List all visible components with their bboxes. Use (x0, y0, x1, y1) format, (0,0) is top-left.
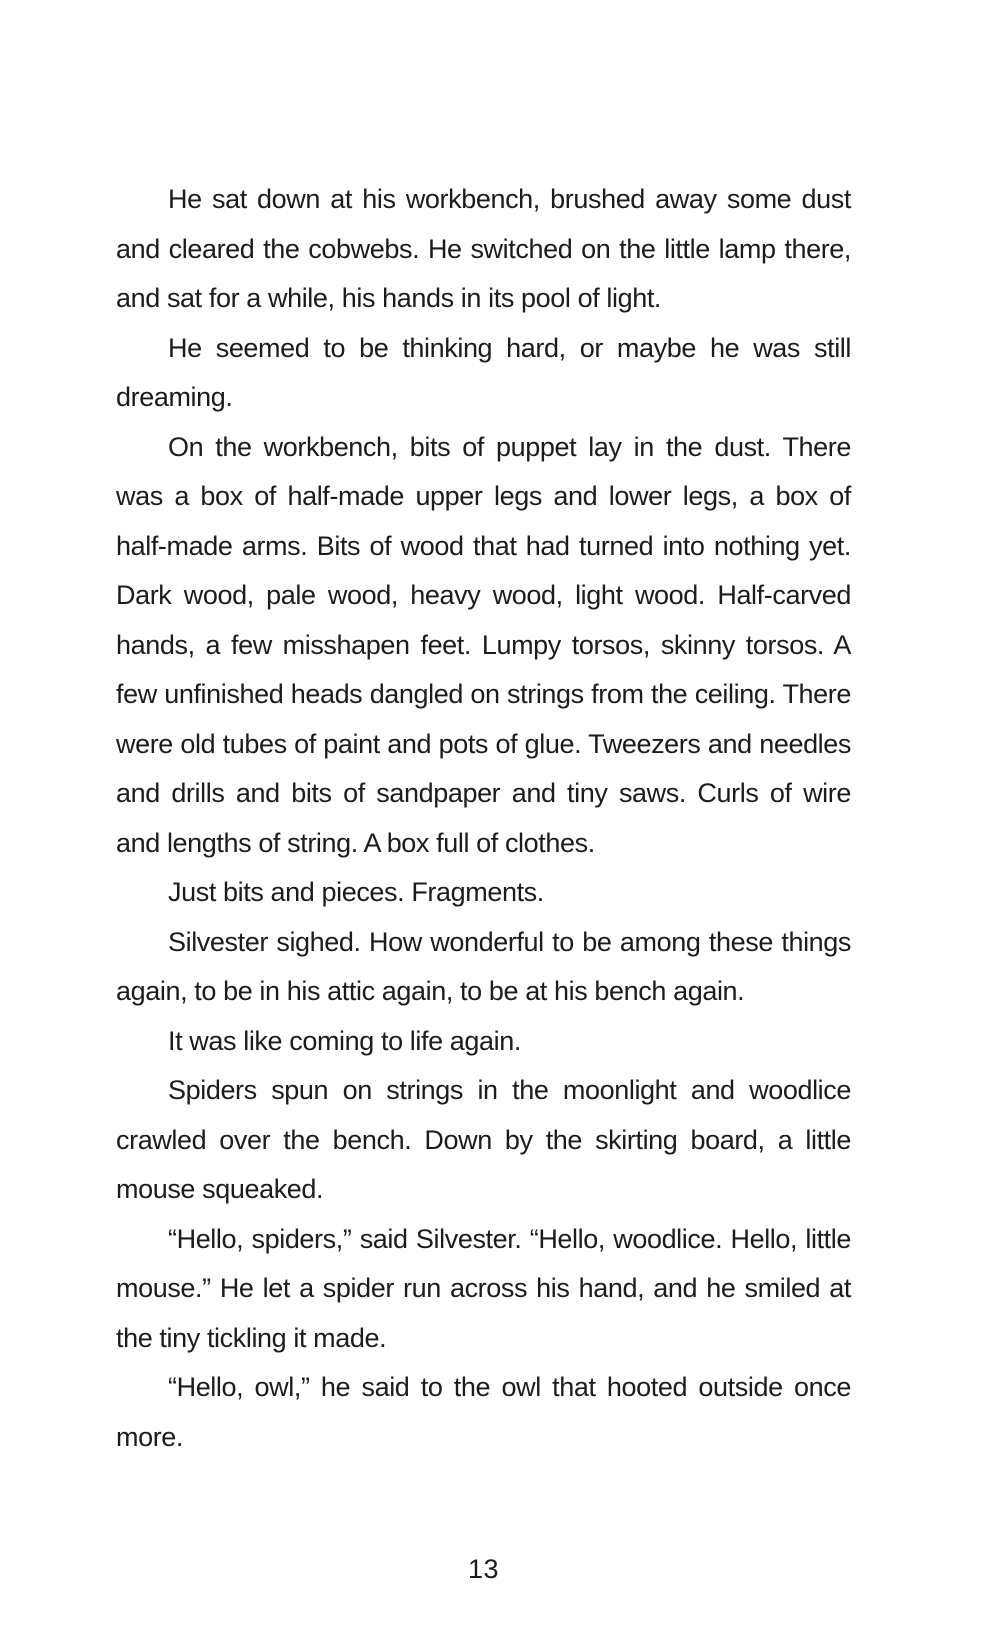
body-text (116, 175, 851, 1462)
paragraph-5: Silvester sighed. How wonderful to be among these things again, to be in his attic again, to be at his bench again. (116, 926, 851, 1006)
paragraph-1: He sat down at his workbench, brushed away some dust and cleared the cobwebs. He switched on the little lamp there, and sat for a while, his hands in its pool of light. (116, 184, 851, 313)
paragraph-8: “Hello, spiders,” said Silvester. “Hello, woodlice. Hello, little mouse.” He let a spider run across his hand, and he smiled at the tiny tickling it made. (116, 1223, 851, 1353)
paragraph-7: Spiders spun on strings in the moonlight and woodlice crawled over the bench. Down by the skirting board, a little mouse squeaked. (116, 1075, 851, 1204)
paragraph-2: He seemed to be thinking hard, or maybe he was still dreaming. (116, 332, 851, 412)
paragraph-6: It was like coming to life again. (168, 1025, 521, 1056)
paragraph-4: Just bits and pieces. Fragments. (168, 877, 544, 907)
paragraph-3: On the workbench, bits of puppet lay in the dust. There was a box of half-made upper legs and lower legs, a box of half-made arms. Bits of wood that had turned into nothing yet. Dark wood, pale wood, heavy wood, light wood. Half-carved hands, a few misshapen feet. Lumpy torsos, skinny torsos. A few unfinished heads dangled on strings from the ceiling. There were old tubes of paint and pots of glue. Tweezers and needles and drills and bits of sandpaper and tiny saws. Curls of wire and lengths of string. A box full of clothes. (116, 431, 851, 858)
paragraph-9: “Hello, owl,” he said to the owl that hooted outside once more. (116, 1372, 851, 1452)
page-number: 13 (467, 1554, 500, 1584)
